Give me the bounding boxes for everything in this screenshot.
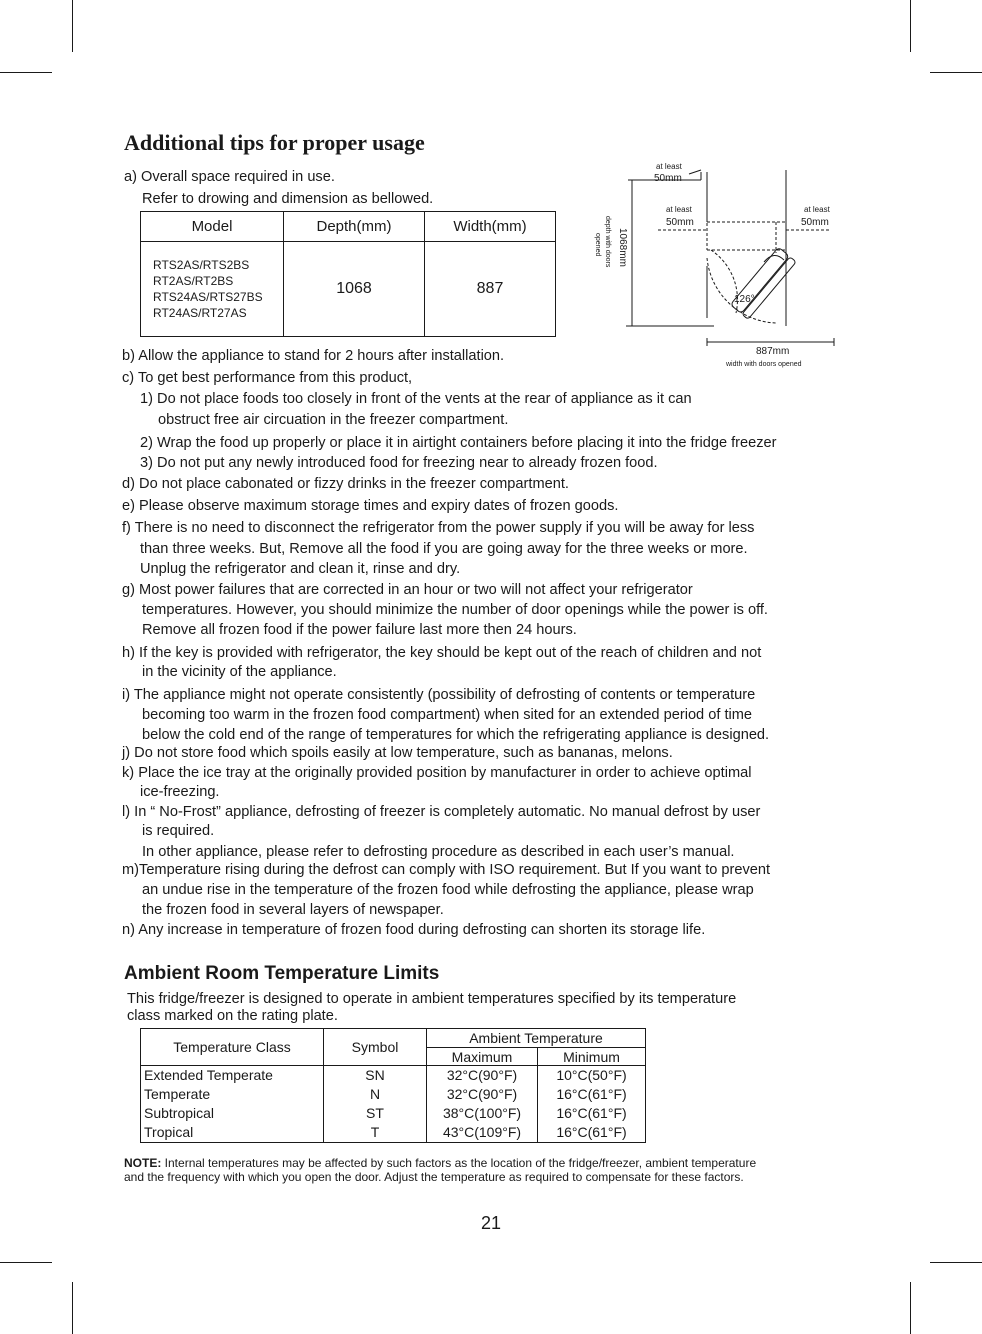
max-cell: 32°C(90°F) xyxy=(427,1066,538,1086)
page-number: 21 xyxy=(480,1213,502,1233)
min-cell: 16°C(61°F) xyxy=(538,1085,646,1104)
right-clearance-label: at least xyxy=(804,205,830,214)
crop-mark xyxy=(0,1262,52,1263)
left-clearance-value: 50mm xyxy=(666,217,694,228)
tip-line: Remove all frozen food if the power failure last more then 24 hours. xyxy=(142,622,577,638)
note-label: NOTE: xyxy=(124,1156,162,1170)
tip-line: the frozen food in several layers of newspaper. xyxy=(142,902,444,918)
tip-line: g) Most power failures that are corrected in an hour or two will not affect your refrigerator xyxy=(122,582,693,598)
tip-line: d) Do not place cabonated or fizzy drinks in the freezer compartment. xyxy=(122,476,569,492)
class-header: Temperature Class xyxy=(141,1029,324,1066)
symbol-cell: T xyxy=(324,1123,427,1143)
max-cell: 32°C(90°F) xyxy=(427,1085,538,1104)
crop-mark xyxy=(910,1282,911,1334)
model-name: RTS2AS/RTS2BS xyxy=(153,258,250,272)
depth-value: 1068 xyxy=(284,242,425,337)
ambient-description: class marked on the rating plate. xyxy=(127,1008,338,1024)
symbol-header: Symbol xyxy=(324,1029,427,1066)
symbol-cell: N xyxy=(324,1085,427,1104)
width-value: 887 xyxy=(425,242,556,337)
ambient-section-title: Ambient Room Temperature Limits xyxy=(124,963,440,984)
min-header: Minimum xyxy=(538,1048,646,1066)
max-header: Maximum xyxy=(427,1048,538,1066)
intro-line: Refer to drowing and dimension as bellowed. xyxy=(142,191,434,207)
clearance-drawing xyxy=(586,158,846,370)
ambient-description: This fridge/freezer is designed to operate in ambient temperatures specified by its temperature xyxy=(127,991,737,1007)
intro-line: a) Overall space required in use. xyxy=(124,169,335,185)
tip-line: i) The appliance might not operate consistently (possibility of defrosting of contents or temperature xyxy=(122,687,756,703)
tip-line: temperatures. However, you should minimize the number of door openings while the power is off. xyxy=(142,602,768,618)
tip-line: Unplug the refrigerator and clean it, rinse and dry. xyxy=(140,561,461,577)
tip-line: e) Please observe maximum storage times and expiry dates of frozen goods. xyxy=(122,498,619,514)
tip-line: m)Temperature rising during the defrost can comply with ISO requirement. But If you want to prevent xyxy=(122,862,771,878)
door-angle-label: 126° xyxy=(734,294,755,305)
width-dimension-value: 887mm xyxy=(756,346,790,357)
model-header: Model xyxy=(141,212,284,242)
crop-mark xyxy=(910,0,911,52)
table-row xyxy=(141,1085,646,1104)
max-cell: 43°C(109°F) xyxy=(427,1123,538,1143)
model-name: RT2AS/RT2BS xyxy=(153,274,234,288)
table-row xyxy=(141,1104,646,1123)
min-cell: 16°C(61°F) xyxy=(538,1104,646,1123)
note xyxy=(124,1156,756,1184)
tip-line: In other appliance, please refer to defrosting procedure as described in each user’s manual. xyxy=(142,844,735,860)
tip-line: an undue rise in the temperature of the frozen food while defrosting the appliance, please wrap xyxy=(142,882,754,898)
note-line xyxy=(124,1156,756,1170)
tip-line: becoming too warm in the frozen food compartment) when sited for an extended period of time xyxy=(142,707,753,723)
class-cell: Subtropical xyxy=(141,1104,324,1123)
depth-dimension-caption: depth with doors xyxy=(604,216,611,268)
tip-line: c) To get best performance from this product, xyxy=(122,370,413,386)
table-row xyxy=(141,1066,646,1086)
tip-line: below the cold end of the range of temperatures for which the refrigerating appliance is designed. xyxy=(142,727,770,743)
depth-header: Depth(mm) xyxy=(284,212,425,242)
temperature-class-table xyxy=(140,1028,646,1143)
min-cell: 16°C(61°F) xyxy=(538,1123,646,1143)
top-clearance-label: at least xyxy=(656,162,682,171)
tip-line: obstruct free air circuation in the freezer compartment. xyxy=(158,412,509,428)
symbol-cell: SN xyxy=(324,1066,427,1086)
tip-line: k) Place the ice tray at the originally provided position by manufacturer in order to achieve optimal xyxy=(122,765,752,781)
depth-dimension-caption: opened xyxy=(594,233,601,257)
right-clearance-value: 50mm xyxy=(801,217,829,228)
class-cell: Temperate xyxy=(141,1085,324,1104)
crop-mark xyxy=(930,1262,982,1263)
max-cell: 38°C(100°F) xyxy=(427,1104,538,1123)
width-dimension-caption: width with doors opened xyxy=(726,361,802,368)
tip-line: f) There is no need to disconnect the refrigerator from the power supply if you will be away for less xyxy=(122,520,755,536)
tip-line: 3) Do not put any newly introduced food for freezing near to already frozen food. xyxy=(140,455,658,471)
crop-mark xyxy=(72,1282,73,1334)
tip-line: than three weeks. But, Remove all the food if you are going away for the three weeks or more. xyxy=(140,541,748,557)
tip-line: b) Allow the appliance to stand for 2 hours after installation. xyxy=(122,348,505,364)
min-cell: 10°C(50°F) xyxy=(538,1066,646,1086)
tip-line: 2) Wrap the food up properly or place it in airtight containers before placing it into the fridge freezer xyxy=(140,435,777,451)
left-clearance-label: at least xyxy=(666,205,692,214)
tip-line: 1) Do not place foods too closely in front of the vents at the rear of appliance as it can xyxy=(140,391,692,407)
model-dimension-table xyxy=(140,211,556,337)
model-name: RT24AS/RT27AS xyxy=(153,306,247,320)
tip-line: is required. xyxy=(142,823,215,839)
page-title: Additional tips for proper usage xyxy=(124,130,425,155)
crop-mark xyxy=(0,72,52,73)
tip-line: ice-freezing. xyxy=(140,784,220,800)
model-list xyxy=(141,242,284,337)
class-cell: Tropical xyxy=(141,1123,324,1143)
model-name: RTS24AS/RTS27BS xyxy=(153,290,263,304)
top-clearance-value: 50mm xyxy=(654,173,682,184)
crop-mark xyxy=(72,0,73,52)
table-row xyxy=(141,1123,646,1143)
tip-line: h) If the key is provided with refrigerator, the key should be kept out of the reach of children and not xyxy=(122,645,762,661)
width-header: Width(mm) xyxy=(425,212,556,242)
ambient-header: Ambient Temperature xyxy=(427,1029,646,1048)
note-text: and the frequency with which you open the door. Adjust the temperature as required to compensate for these factors. xyxy=(124,1170,744,1184)
tip-line: l) In “ No-Frost” appliance, defrosting of freezer is completely automatic. No manual defrost by user xyxy=(122,804,761,820)
tip-line: j) Do not store food which spoils easily at low temperature, such as bananas, melons. xyxy=(122,745,673,761)
crop-mark xyxy=(930,72,982,73)
symbol-cell: ST xyxy=(324,1104,427,1123)
class-cell: Extended Temperate xyxy=(141,1066,324,1086)
tip-line: n) Any increase in temperature of frozen food during defrosting can shorten its storage life. xyxy=(122,922,706,938)
depth-dimension-value: 1068mm xyxy=(617,228,628,267)
note-text: Internal temperatures may be affected by such factors as the location of the fridge/freezer, ambient temperature xyxy=(161,1156,757,1170)
tip-line: in the vicinity of the appliance. xyxy=(142,664,337,680)
